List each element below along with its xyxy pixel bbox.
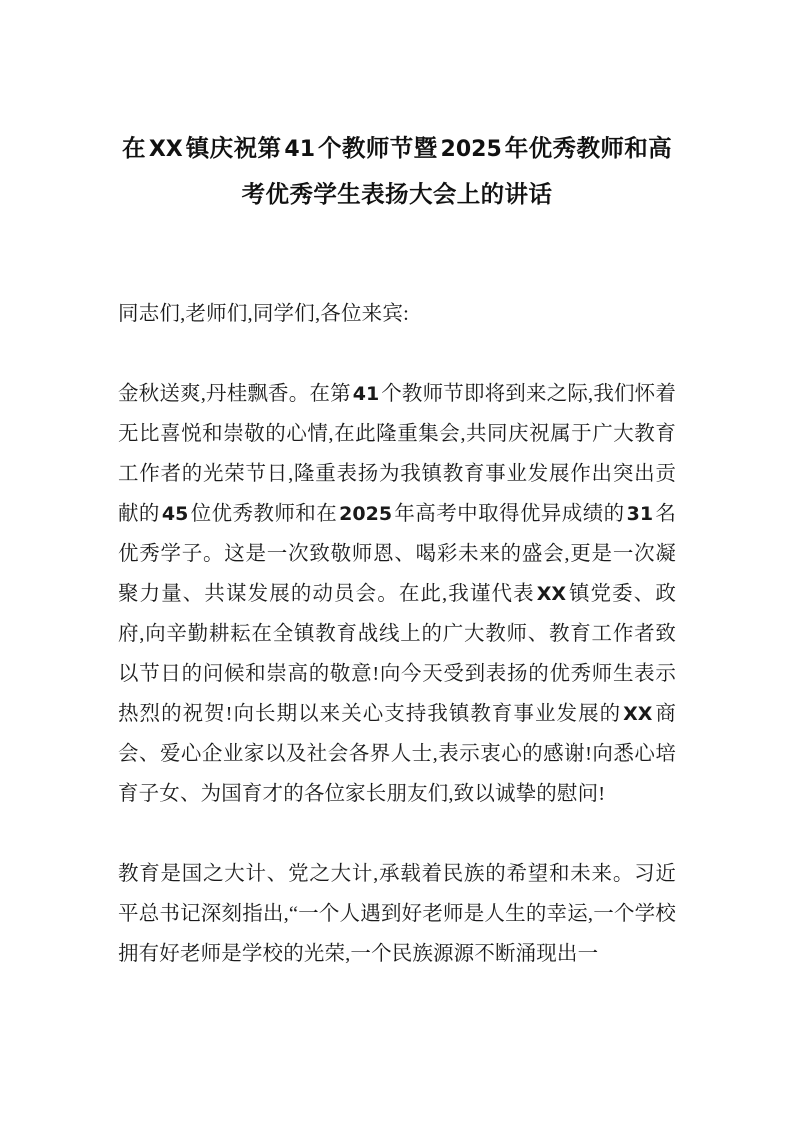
paragraph-1: 金秋送爽,丹桂飘香。在第 41个教师节即将到来之际,我们怀着无比喜悦和崇敬的心情,在此隆重集会,共同庆祝属于广大教育工作者的光荣节日,隆重表扬为我镇教育事业发展作出突出贡献的 45位优秀教师和在 2025年高考中取得优异成绩的 31名优秀学子。这是一次致敬师恩、喝彩未来的盛会,更是一次凝聚力量、共谋发展的动员会。在此,我谨代表 XX镇党委、政府,向辛勤耕耘在全镇教育战线上的广大教师、教育工作者致以节日的问候和崇高的敬意!向今天受到表扬的优秀师生表示热烈的祝贺!向长期以来关心支持我镇教育事业发展的 XX商会、爱心企业家以及社会各界人士,表示衷心的感谢!向悉心培育子女、为国育才的各位家长朋友们,致以诚挚的慰问! xyxy=(118,383,677,805)
inline-token-xx-town: XX xyxy=(536,583,566,605)
title-token-2025: 2025 xyxy=(440,137,502,162)
inline-token-xx-chamber: XX xyxy=(623,703,653,725)
inline-number-45: 45 xyxy=(161,503,189,525)
inline-number-41: 41 xyxy=(352,383,380,405)
page-title: 在 XX 镇庆祝第 41 个教师节暨 2025 年优秀教师和高考优秀学生表扬大会上的讲话 xyxy=(121,134,673,208)
paragraph-2: 教育是国之大计、党之大计,承载着民族的希望和未来。习近平总书记深刻指出,“一个人遇到好老师是人生的幸运,一个学校拥有好老师是学校的光荣,一个民族源源不断涌现出一 xyxy=(118,863,676,965)
document-content xyxy=(118,0,676,974)
title-token-41: 41 xyxy=(284,137,316,162)
salutation: 同志们,老师们,同学们,各位来宾: xyxy=(118,303,409,325)
inline-number-2025: 2025 xyxy=(339,503,393,525)
inline-number-31: 31 xyxy=(626,503,654,525)
title-token-xx: XX xyxy=(148,137,183,162)
